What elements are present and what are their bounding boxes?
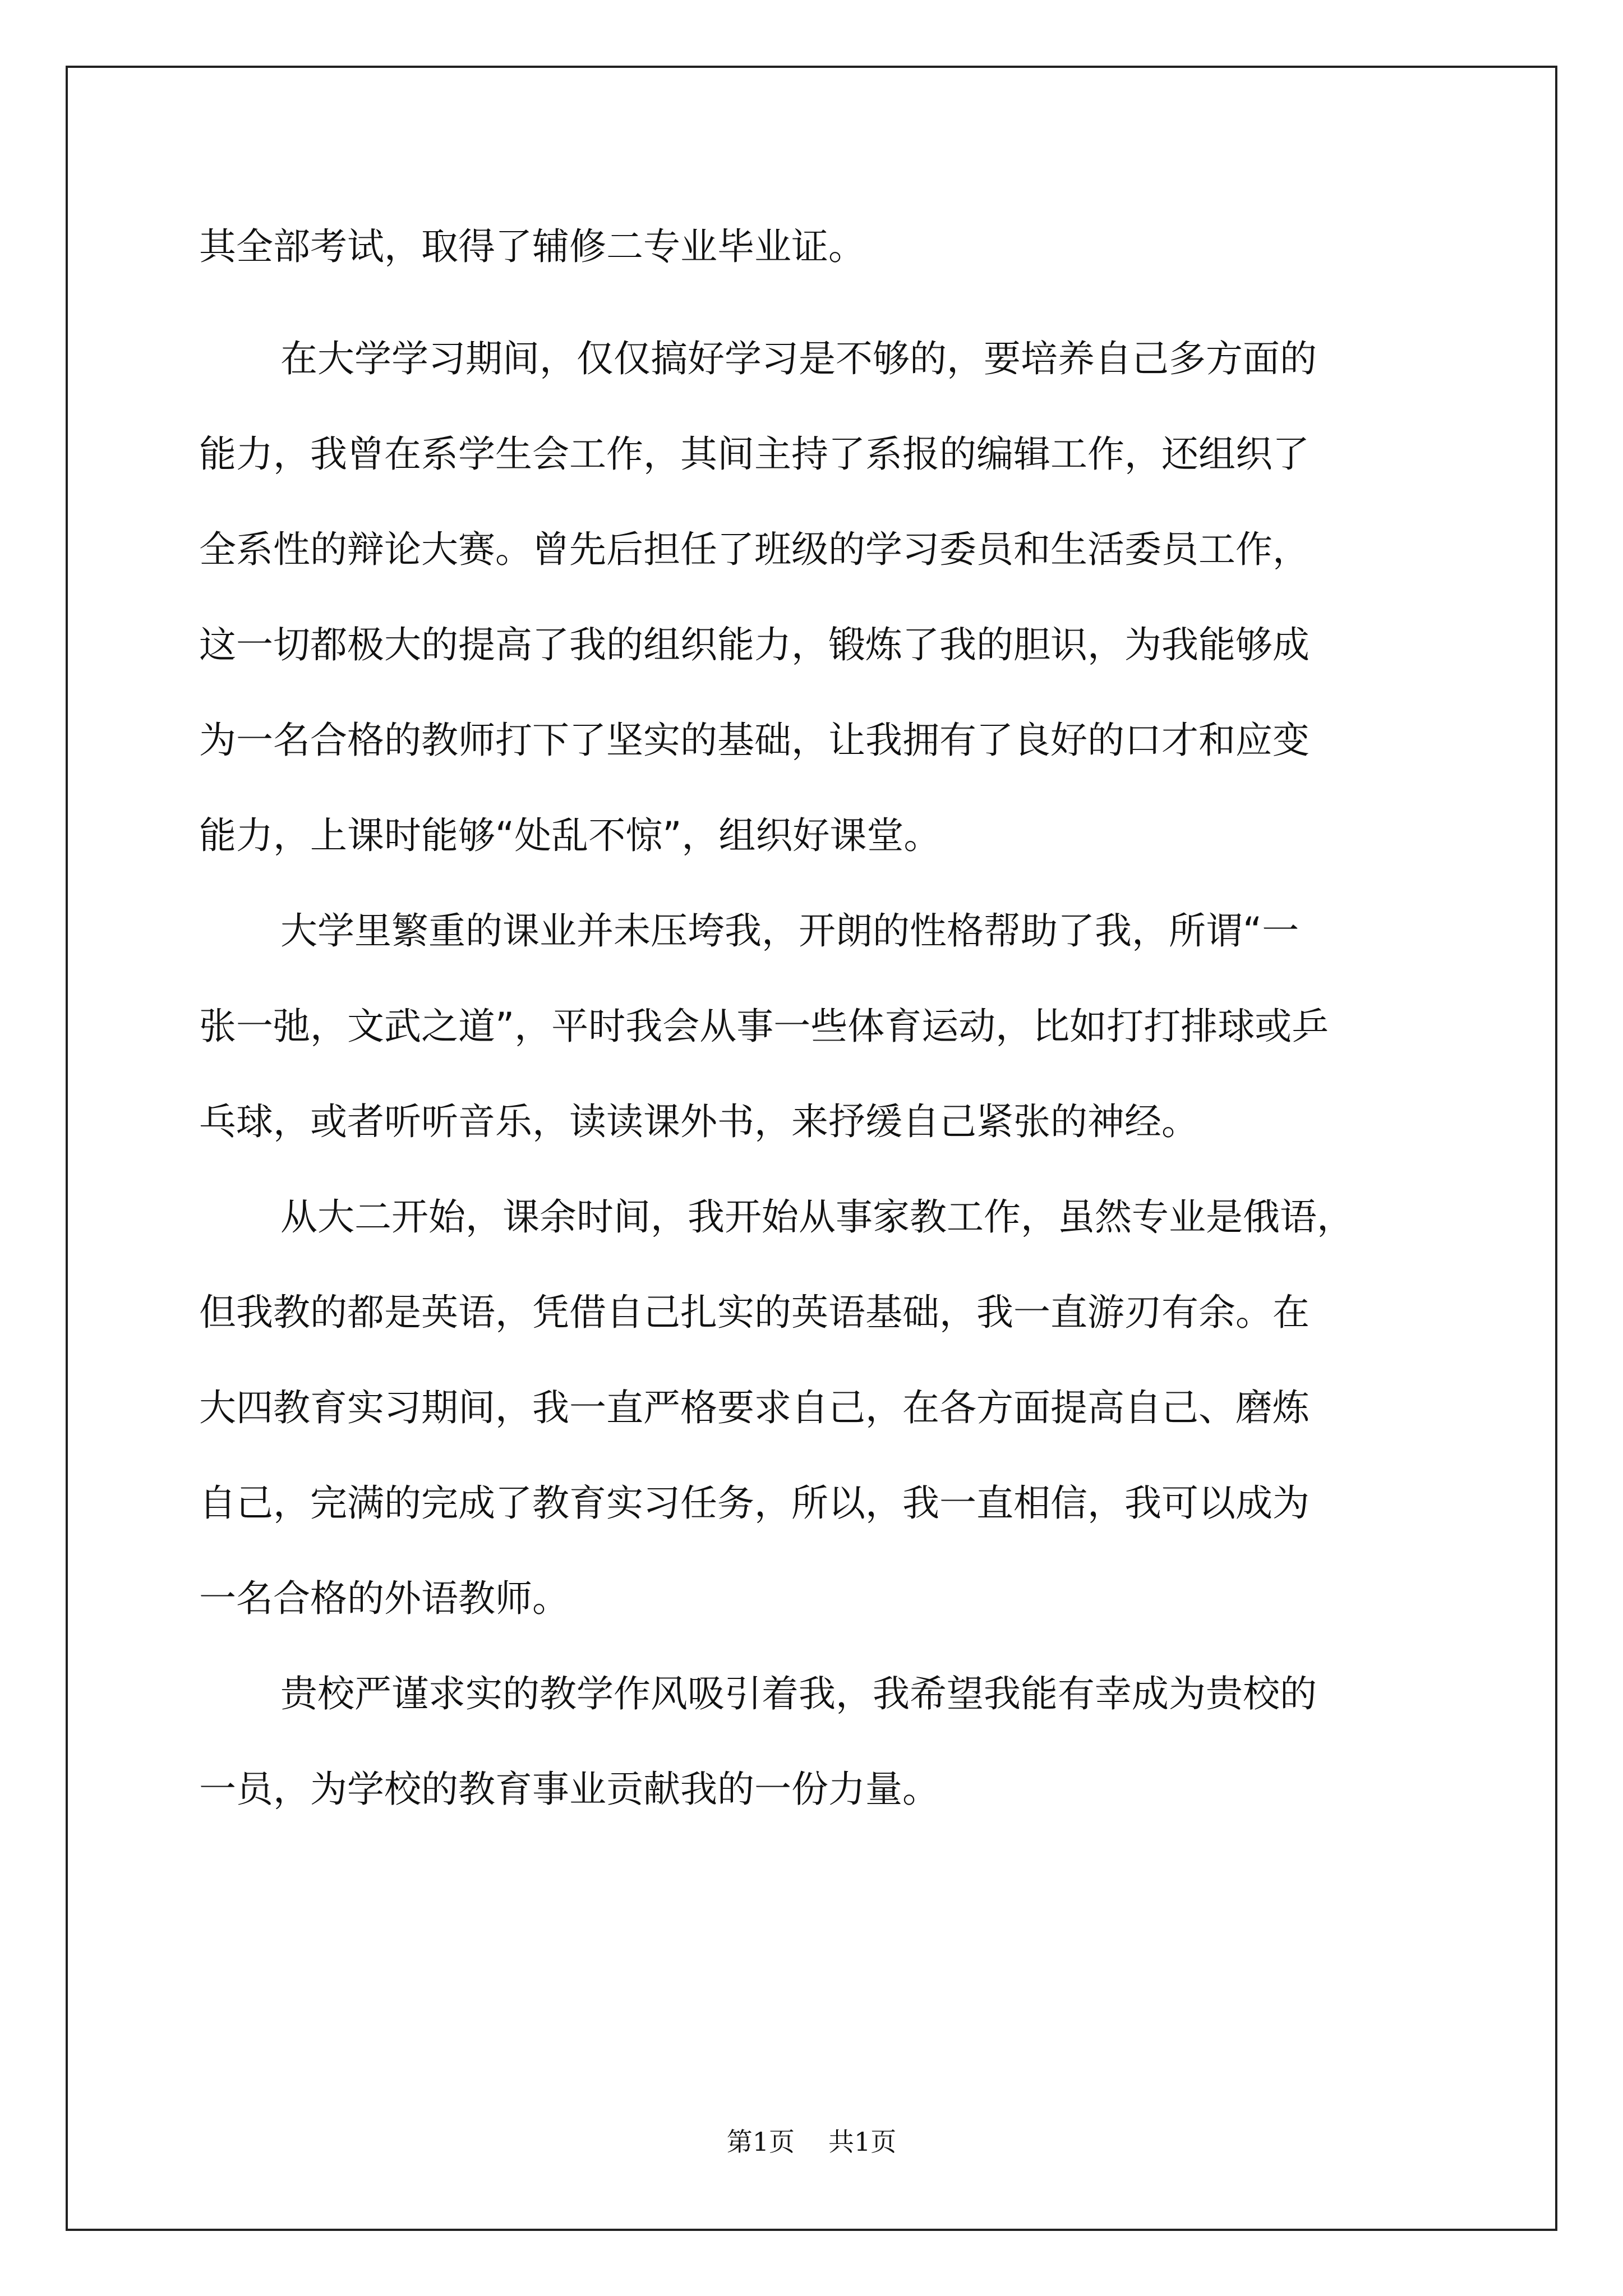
text-line: 乓球，或者听听音乐，读读课外书，来抒缓自己紧张的神经。 <box>199 1100 1198 1143</box>
text-line: 其全部考试，取得了辅修二专业毕业证。 <box>199 225 865 268</box>
text-line: 张一弛，文武之道”，平时我会从事一些体育运动，比如打打排球或乒 <box>199 1005 1329 1048</box>
text-line: 自己，完满的完成了教育实习任务，所以，我一直相信，我可以成为 <box>199 1481 1310 1525</box>
text-line: 但我教的都是英语，凭借自己扎实的英语基础，我一直游刃有余。在 <box>199 1291 1310 1334</box>
text-line: 全系性的辩论大赛。曾先后担任了班级的学习委员和生活委员工作， <box>199 528 1310 571</box>
text-line: 大四教育实习期间，我一直严格要求自己，在各方面提高自己、磨炼 <box>199 1386 1310 1429</box>
text-line: 一员，为学校的教育事业贡献我的一份力量。 <box>199 1768 939 1811</box>
paragraph-start-line: 在大学学习期间，仅仅搞好学习是不够的，要培养自己多方面的 <box>280 337 1317 380</box>
paragraph-start-line: 贵校严谨求实的教学作风吸引着我，我希望我能有幸成为贵校的 <box>280 1672 1317 1715</box>
text-line: 一名合格的外语教师。 <box>199 1577 569 1620</box>
text-line: 能力，上课时能够“处乱不惊”，组织好课堂。 <box>199 814 941 857</box>
page-footer <box>0 2126 1623 2157</box>
page-number-total: 共1页 <box>828 2127 897 2157</box>
paragraph-start-line: 大学里繁重的课业并未压垮我，开朗的性格帮助了我，所谓“一 <box>280 909 1299 953</box>
text-line: 为一名合格的教师打下了坚实的基础，让我拥有了良好的口才和应变 <box>199 719 1310 762</box>
page-number-current: 第1页 <box>726 2127 795 2157</box>
paragraph-start-line: 从大二开始，课余时间，我开始从事家教工作，虽然专业是俄语， <box>280 1195 1354 1239</box>
text-line: 能力，我曾在系学生会工作，其间主持了系报的编辑工作，还组织了 <box>199 432 1310 476</box>
page-frame <box>66 66 1557 2231</box>
text-line: 这一切都极大的提高了我的组织能力，锻炼了我的胆识，为我能够成 <box>199 623 1310 666</box>
